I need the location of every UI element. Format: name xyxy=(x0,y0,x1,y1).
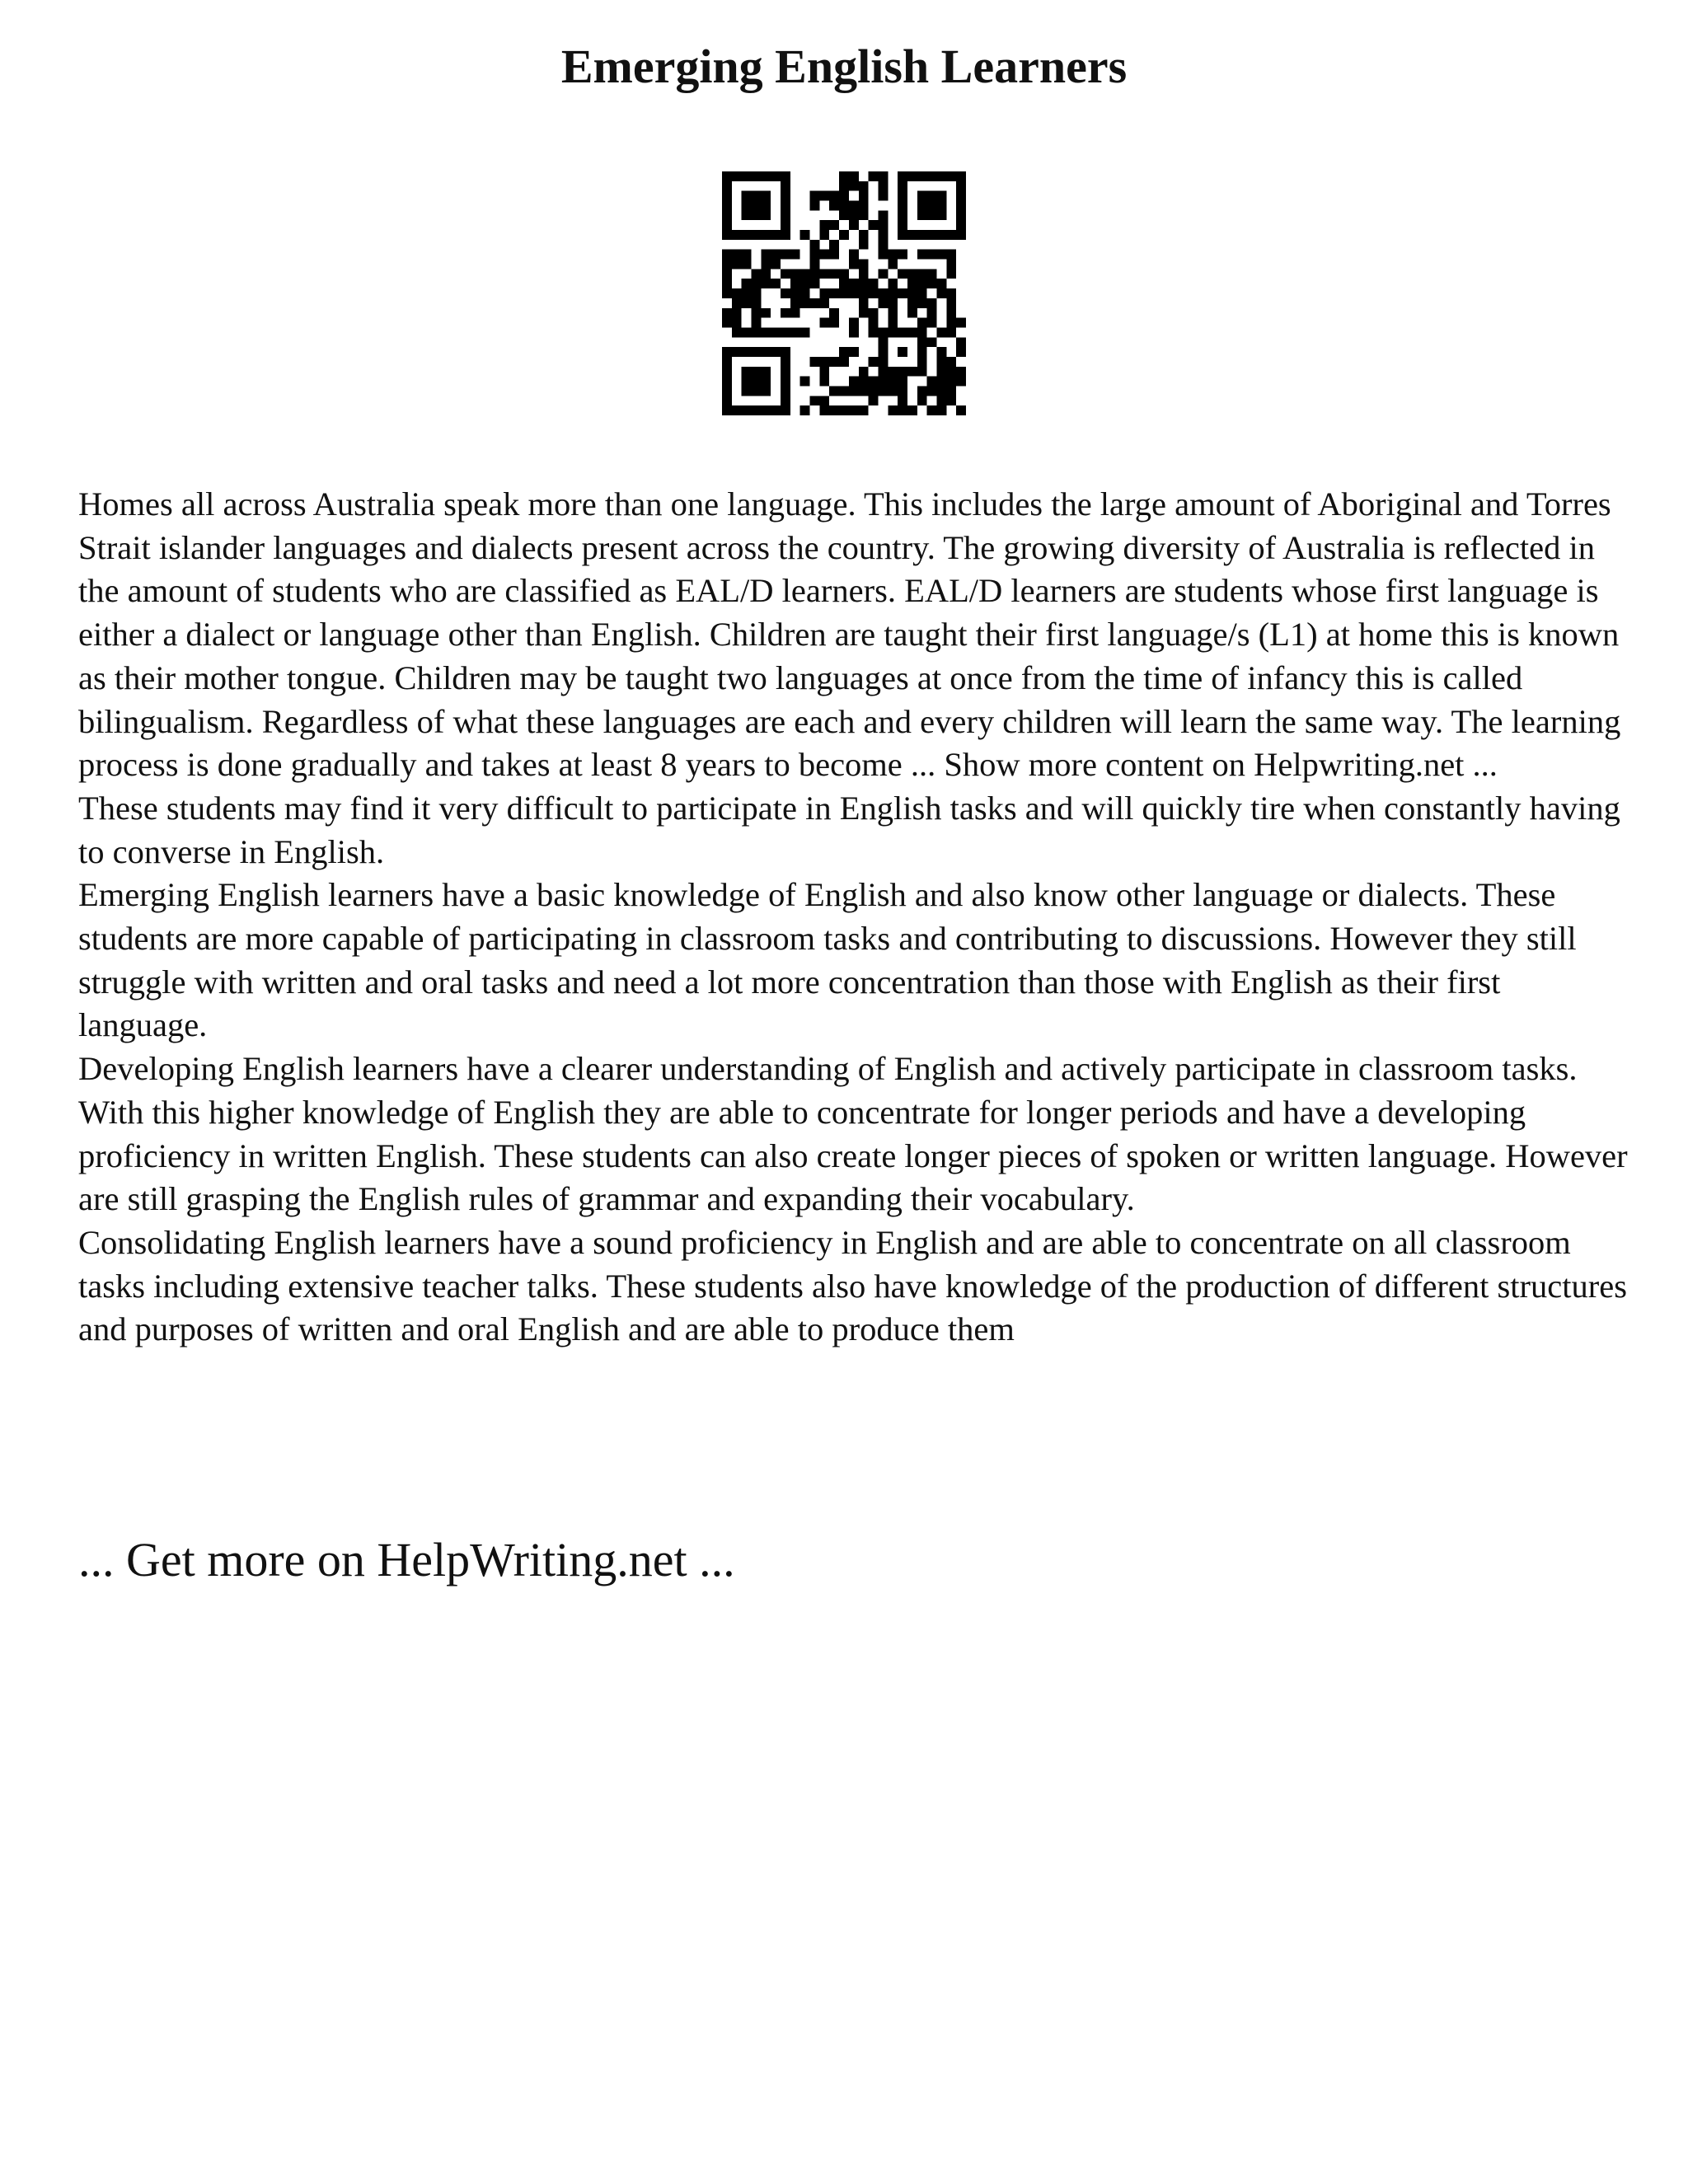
paragraph-developing-learners: Developing English learners have a clearer understanding of English and actively participate in classroom tasks. With this higher knowledge of English they are able to concentrate for longer periods and have a developing proficiency in written English. These students can also create longer pieces of spoken or written language. However are still grasping the English rules of grammar and expanding their vocabulary. xyxy=(78,1050,1628,1218)
qr-code-icon xyxy=(722,171,966,415)
paragraph-consolidating-learners: Consolidating English learners have a sound proficiency in English and are able to concentrate on all classroom tasks including extensive teacher talks. These students also have knowledge of the production of different structures and purposes of written and oral English and are able to produce them xyxy=(78,1223,1627,1348)
page-title: Emerging English Learners xyxy=(560,40,1128,93)
qr-code[interactable] xyxy=(722,171,966,415)
article-body xyxy=(78,483,1628,1352)
paragraph-emerging-learners: Emerging English learners have a basic knowledge of English and also know other language or dialects. These students are more capable of participating in classroom tasks and contributing to discussions. However they still struggle with written and oral tasks and need a lot more concentration than those with English as their first language. xyxy=(78,876,1577,1044)
paragraph-intro: Homes all across Australia speak more than one language. This includes the large amount of Aboriginal and Torres Strait islander languages and dialects present across the country. The growing diversity of Australia is reflected in the amount of students who are classified as EAL/D learners. EAL/D learners are students whose first language is either a dialect or language other than English. Children are taught their first language/s (L1) at home this is known as their mother tongue. Children may be taught two languages at once from the time of infancy this is called bilingualism. Regardless of what these languages are each and every children will learn the same way. The learning process is done gradually and takes at least 8 years to become ... Show more content on Helpwriting.net ... xyxy=(78,485,1621,784)
get-more-link[interactable]: ... Get more on HelpWriting.net ... xyxy=(78,1533,735,1586)
paragraph-beginning-learners: These students may find it very difficult to participate in English tasks and will quickly tire when constantly having to converse in English. xyxy=(78,789,1620,870)
